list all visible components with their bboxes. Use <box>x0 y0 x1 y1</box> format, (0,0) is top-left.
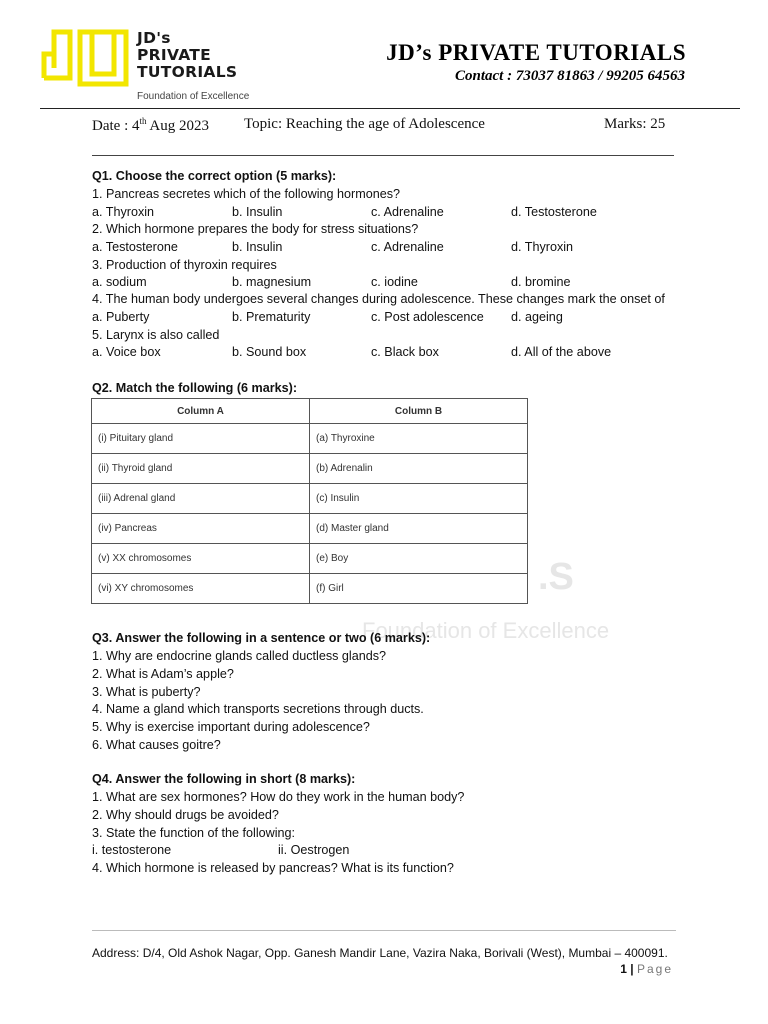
column-a-cell: (iii) Adrenal gland <box>92 484 310 514</box>
q1-1-option-b: b. Insulin <box>232 205 283 219</box>
column-b-cell: (a) Thyroxine <box>310 424 528 454</box>
watermark-logo-text: .S <box>538 556 574 598</box>
q1-3-option-a: a. sodium <box>92 275 147 289</box>
q1-2-option-d: d. Thyroxin <box>511 240 574 254</box>
column-b-cell: (e) Boy <box>310 544 528 574</box>
q3-question-2: 2. What is Adam’s apple? <box>92 667 234 681</box>
column-a-header: Column A <box>92 399 310 424</box>
table-row <box>92 514 528 544</box>
q4-heading: Q4. Answer the following in short (8 marks): <box>92 772 356 786</box>
footer-divider <box>92 930 676 931</box>
q1-1-option-a: a. Thyroxin <box>92 205 155 219</box>
q1-3-option-c: c. iodine <box>371 275 418 289</box>
q1-question-5: 5. Larynx is also called <box>92 328 220 342</box>
exam-marks: Marks: 25 <box>604 116 666 132</box>
column-b-header: Column B <box>310 399 528 424</box>
q3-question-5: 5. Why is exercise important during adolescence? <box>92 720 370 734</box>
column-b-cell: (f) Girl <box>310 574 528 604</box>
q1-5-option-a: a. Voice box <box>92 345 161 359</box>
exam-date: Date : 4th Aug 2023 <box>92 116 210 134</box>
exam-topic: Topic: Reaching the age of Adolescence <box>244 116 485 132</box>
q4-sub-b: ii. Oestrogen <box>278 843 350 857</box>
q1-2-option-b: b. Insulin <box>232 240 283 254</box>
q3-question-1: 1. Why are endocrine glands called ductless glands? <box>92 649 387 663</box>
meta-underline <box>92 155 674 156</box>
q1-heading: Q1. Choose the correct option (5 marks): <box>92 169 337 183</box>
column-a-cell: (ii) Thyroid gland <box>92 454 310 484</box>
page-number: 1 | Page <box>620 962 673 976</box>
column-a-cell: (vi) XY chromosomes <box>92 574 310 604</box>
logo-tagline: Foundation of Excellence <box>137 91 250 102</box>
q3-question-3: 3. What is puberty? <box>92 685 201 699</box>
match-table-image <box>88 396 532 612</box>
q4-sub-a: i. testosterone <box>92 843 172 857</box>
q2-heading: Q2. Match the following (6 marks): <box>92 381 298 395</box>
q4-question-4: 4. Which hormone is released by pancreas? What is its function? <box>92 861 454 875</box>
logo-line-2: PRIVATE <box>137 46 212 64</box>
watermark-tagline: Foundation of Excellence <box>362 618 610 643</box>
q1-4-option-b: b. Prematurity <box>232 310 311 324</box>
q1-3-option-d: d. bromine <box>511 275 571 289</box>
column-b-cell: (c) Insulin <box>310 484 528 514</box>
match-table <box>91 398 528 604</box>
table-header-row <box>92 399 528 424</box>
table-row <box>92 484 528 514</box>
logo-line-3: TUTORIALS <box>137 63 238 81</box>
table-row <box>92 424 528 454</box>
q1-2-option-c: c. Adrenaline <box>371 240 444 254</box>
q3-question-6: 6. What causes goitre? <box>92 738 221 752</box>
column-a-cell: (v) XX chromosomes <box>92 544 310 574</box>
column-b-cell: (d) Master gland <box>310 514 528 544</box>
q1-5-option-b: b. Sound box <box>232 345 307 359</box>
table-row <box>92 544 528 574</box>
q1-3-option-b: b. magnesium <box>232 275 312 289</box>
q1-1-option-c: c. Adrenaline <box>371 205 444 219</box>
q1-1-option-d: d. Testosterone <box>511 205 597 219</box>
table-row <box>92 454 528 484</box>
table-row <box>92 574 528 604</box>
q1-question-2: 2. Which hormone prepares the body for stress situations? <box>92 222 419 236</box>
q1-question-1: 1. Pancreas secretes which of the following hormones? <box>92 187 401 201</box>
column-b-cell: (b) Adrenalin <box>310 454 528 484</box>
logo-wordmark <box>137 30 237 81</box>
header-divider <box>40 108 740 109</box>
footer-address: Address: D/4, Old Ashok Nagar, Opp. Ganesh Mandir Lane, Vazira Naka, Borivali (West), Mumbai – 400091. <box>92 946 668 960</box>
q4-question-3: 3. State the function of the following: <box>92 826 296 840</box>
q1-4-option-c: c. Post adolescence <box>371 310 484 324</box>
q1-4-option-a: a. Puberty <box>92 310 150 324</box>
q1-question-4: 4. The human body undergoes several changes during adolescence. These changes mark the onset of <box>92 292 665 306</box>
q3-question-4: 4. Name a gland which transports secretions through ducts. <box>92 702 424 716</box>
contact-numbers: Contact : 73037 81863 / 99205 64563 <box>454 68 685 84</box>
q1-4-option-d: d. ageing <box>511 310 563 324</box>
q3-heading: Q3. Answer the following in a sentence or two (6 marks): <box>92 631 431 645</box>
q4-question-1: 1. What are sex hormones? How do they work in the human body? <box>92 790 465 804</box>
q1-5-option-d: d. All of the above <box>511 345 612 359</box>
q4-question-2: 2. Why should drugs be avoided? <box>92 808 279 822</box>
q1-question-3: 3. Production of thyroxin requires <box>92 258 277 272</box>
logo-line-1: JD's <box>137 29 171 47</box>
q1-2-option-a: a. Testosterone <box>92 240 178 254</box>
logo-icon <box>40 28 130 92</box>
column-a-cell: (i) Pituitary gland <box>92 424 310 454</box>
q1-5-option-c: c. Black box <box>371 345 439 359</box>
page-title: JD’s PRIVATE TUTORIALS <box>386 40 686 65</box>
column-a-cell: (iv) Pancreas <box>92 514 310 544</box>
